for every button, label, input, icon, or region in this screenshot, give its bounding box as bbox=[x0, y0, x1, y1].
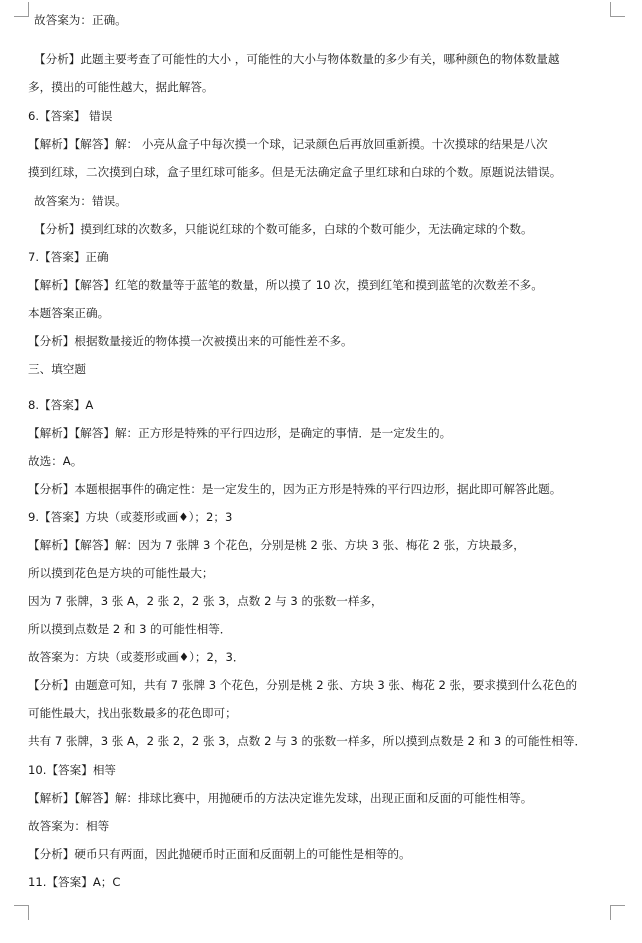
text-line: 【分析】此题主要考查了可能性的大小 ，可能性的大小与物体数量的多少有关，哪种颜色的物体数量越 bbox=[34, 52, 560, 66]
page-corner-mark bbox=[610, 2, 625, 17]
answer-heading: 7.【答案】正确 bbox=[28, 250, 109, 264]
text-line: 故答案为：相等 bbox=[28, 819, 110, 833]
answer-heading: 11.【答案】A；C bbox=[28, 875, 121, 889]
text-line: 故答案为：错误。 bbox=[34, 194, 127, 208]
text-line: 多，摸出的可能性越大，据此解答。 bbox=[28, 80, 214, 94]
answer-heading: 9.【答案】方块（或菱形或画♦）；2；3 bbox=[28, 510, 233, 524]
text-line: 【分析】摸到红球的次数多，只能说红球的个数可能多，白球的个数可能少，无法确定球的个数。 bbox=[34, 222, 533, 236]
text-line: 【解析】【解答】解：正方形是特殊的平行四边形，是确定的事情．是一定发生的。 bbox=[28, 426, 452, 440]
text-line: 因为 7 张牌，3 张 A，2 张 2，2 张 3，点数 2 与 3 的张数一样多， bbox=[28, 594, 383, 608]
text-line: 所以摸到点数是 2 和 3 的可能性相等． bbox=[28, 622, 232, 636]
text-line: 故选：A。 bbox=[28, 454, 83, 468]
answer-heading: 10.【答案】相等 bbox=[28, 763, 117, 777]
page-corner-mark bbox=[610, 905, 625, 920]
text-line: 本题答案正确。 bbox=[28, 306, 110, 320]
text-line: 所以摸到花色是方块的可能性最大； bbox=[28, 566, 214, 580]
text-line: 【解析】【解答】解： 小亮从盒子中每次摸一个球，记录颜色后再放回重新摸。十次摸球的结果是八次 bbox=[28, 137, 548, 151]
answer-heading: 6.【答案】 错误 bbox=[28, 109, 113, 123]
text-line: 【解析】【解答】解：排球比赛中，用抛硬币的方法决定谁先发球，出现正面和反面的可能性相等。 bbox=[28, 791, 533, 805]
section-heading: 三、填空题 bbox=[28, 362, 86, 376]
text-line: 【分析】硬币只有两面，因此抛硬币时正面和反面朝上的可能性是相等的。 bbox=[28, 847, 411, 861]
text-line: 【分析】由题意可知，共有 7 张牌 3 个花色，分别是桃 2 张、方块 3 张、梅花 2 张，要求摸到什么花色的 bbox=[28, 678, 578, 692]
page-corner-mark bbox=[14, 905, 29, 920]
text-line: 可能性最大，找出张数最多的花色即可； bbox=[28, 706, 237, 720]
page-corner-mark bbox=[14, 2, 29, 17]
text-line: 【分析】根据数量接近的物体摸一次被摸出来的可能性差不多。 bbox=[28, 334, 353, 348]
answer-heading: 8.【答案】A bbox=[28, 398, 94, 412]
text-line: 共有 7 张牌，3 张 A，2 张 2，2 张 3，点数 2 与 3 的张数一样多，所以摸到点数是 2 和 3 的可能性相等． bbox=[28, 734, 587, 748]
text-line: 【分析】本题根据事件的确定性：是一定发生的，因为正方形是特殊的平行四边形，据此即可解答此题。 bbox=[28, 482, 562, 496]
text-line: 故答案为：正确。 bbox=[34, 13, 127, 27]
text-line: 摸到红球，二次摸到白球，盒子里红球可能多。但是无法确定盒子里红球和白球的个数。原题说法错误。 bbox=[28, 165, 562, 179]
text-line: 【解析】【解答】红笔的数量等于蓝笔的数量，所以摸了 10 次，摸到红笔和摸到蓝笔的次数差不多。 bbox=[28, 278, 543, 292]
text-line: 【解析】【解答】解：因为 7 张牌 3 个花色，分别是桃 2 张、方块 3 张、梅花 2 张，方块最多， bbox=[28, 538, 525, 552]
text-line: 故答案为：方块（或菱形或画♦）；2，3． bbox=[28, 650, 245, 664]
